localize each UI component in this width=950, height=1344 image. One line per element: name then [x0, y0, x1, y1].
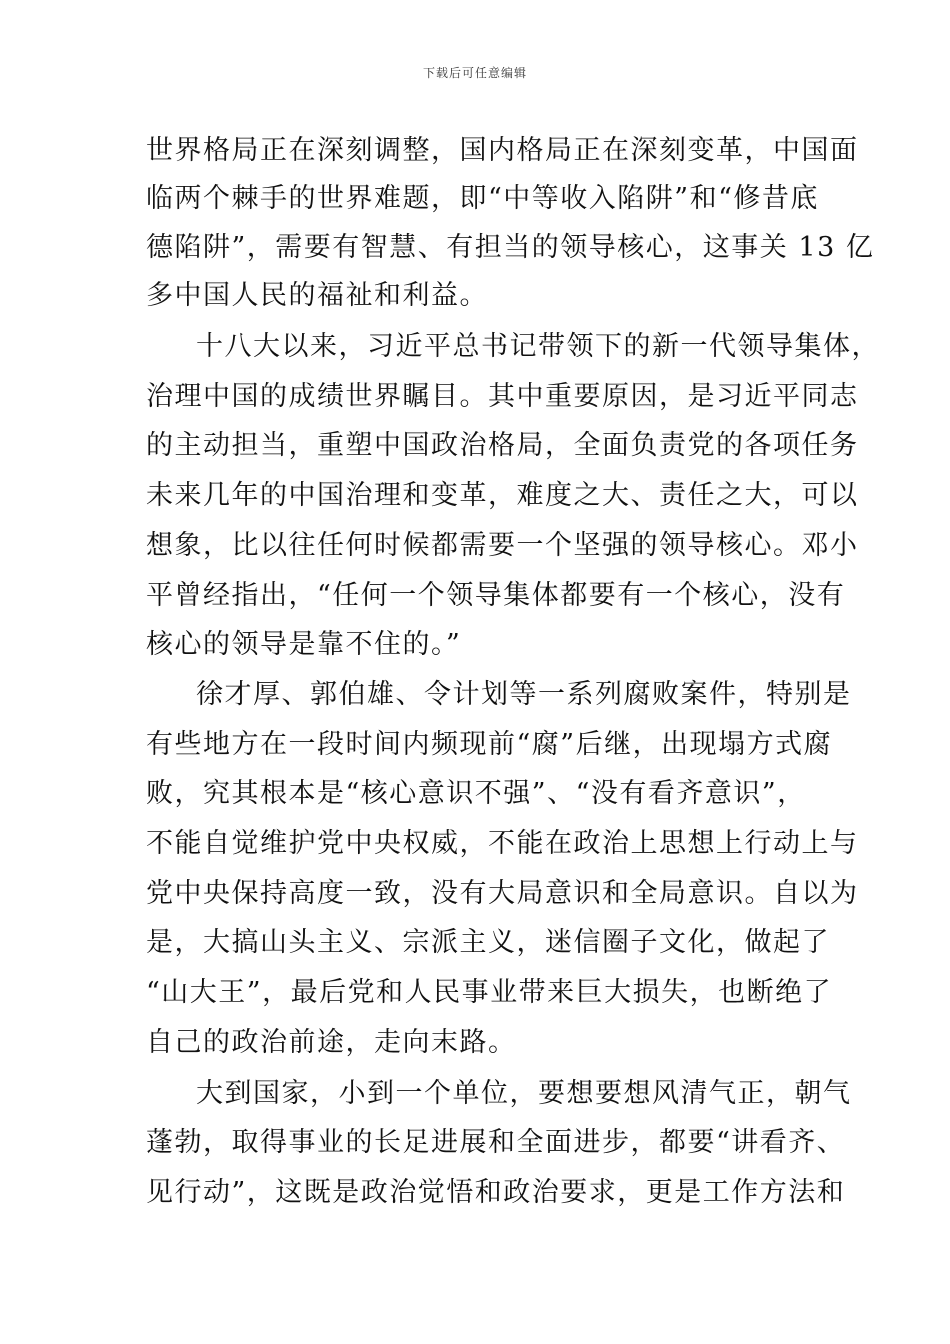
text-line: 多中国人民的福祉和利益。	[146, 280, 488, 311]
text-line: 想象，比以往任何时候都需要一个坚强的领导核心。邓小	[146, 530, 859, 561]
text-line: 败，究其根本是“核心意识不强”、“没有看齐意识”，	[146, 778, 806, 809]
text-line: 蓬勃，取得事业的长足进展和全面进步，都要“讲看齐、	[146, 1127, 846, 1158]
text-line: 自己的政治前途，走向末路。	[146, 1027, 517, 1058]
text-line: 徐才厚、郭伯雄、令计划等一系列腐败案件，特别是	[196, 679, 852, 710]
text-line: 见行动”，这既是政治觉悟和政治要求，更是工作方法和	[146, 1177, 846, 1208]
text-line: 有些地方在一段时间内频现前“腐”后继，出现塌方式腐	[146, 729, 833, 760]
text-line: 未来几年的中国治理和变革，难度之大、责任之大，可以	[146, 480, 859, 511]
text-line: 党中央保持高度一致，没有大局意识和全局意识。自以为	[146, 878, 859, 909]
text-line: 临两个棘手的世界难题，即“中等收入陷阱”和“修昔底	[146, 183, 819, 214]
text-line: 是，大搞山头主义、宗派主义，迷信圈子文化，做起了	[146, 927, 830, 958]
text-line: 治理中国的成绩世界瞩目。其中重要原因，是习近平同志	[146, 381, 859, 412]
text-line: 平曾经指出，“任何一个领导集体都要有一个核心，没有	[146, 580, 846, 611]
text-line: 十八大以来，习近平总书记带领下的新一代领导集体，	[196, 331, 880, 362]
text-line: 大到国家，小到一个单位，要想要想风清气正，朝气	[196, 1078, 852, 1109]
header-note: 下载后可任意编辑	[422, 66, 527, 80]
text-line: 不能自觉维护党中央权威，不能在政治上思想上行动上与	[146, 828, 859, 859]
text-line: 德陷阱”，需要有智慧、有担当的领导核心，这事关 13 亿	[146, 232, 875, 263]
text-line: 的主动担当，重塑中国政治格局，全面负责党的各项任务	[146, 430, 859, 461]
text-line: “山大王”，最后党和人民事业带来巨大损失，也断绝了	[146, 977, 833, 1008]
text-line: 世界格局正在深刻调整，国内格局正在深刻变革，中国面	[146, 135, 859, 166]
text-line: 核心的领导是靠不住的。”	[146, 629, 462, 660]
